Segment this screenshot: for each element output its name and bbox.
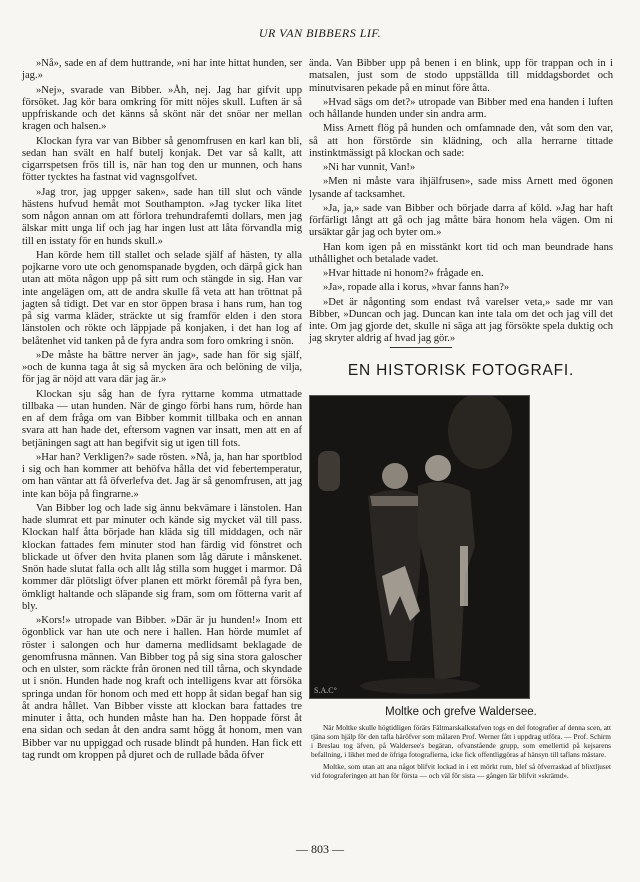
paragraph: »Ja, ja,» sade van Bibber och började darra af köld. »Jag har haft förfärligt långt att gå och jag måtte bära honom hela vägen. Om ni ursäktar går jag och byter om.»	[309, 202, 613, 239]
paragraph: Klockan sju såg han de fyra ryttarne komma utmattade tillbaka — utan hunden. När de gingo förbi hans rum, hörde han en af dem fråga om van Bibber kommit tillbaka och en annan svara att han hade det, eftersom vagnen var insatt, men att en af betjäningen sagt att han begifvit sig ut igen till fots.	[22, 388, 302, 449]
photo-illustration	[310, 396, 529, 698]
paragraph: »Jag tror, jag uppger saken», sade han till slut och vände hästens hufvud hemåt mot Southampton. »Jag tycker lika litet som någon annan om att förlora trehundrafemti dollars, men jag älskar mitt unga lif och jag har ingen lust att låta förvandla mig till en isstaty för en hunds skull.»	[22, 186, 302, 247]
paragraph: »Kors!» utropade van Bibber. »Där är ju hunden!» Inom ett ögonblick var han ute och nere i hallen. Han hörde mumlet af röster i salongen och hur damerna medlidsamt beklagade de genomfrusna männen. Van Bibber tog på sig sina stora galoscher och en ulster, som räckte från öronen ned till tårna, och skyndade ut i snön. Hunden hade nog kraft och intelligens kvar att försöka springa undan för honom och med ett hopp åt sidan begaf han sig åt andra hållet. Van Bibber visste att klockan bara fattades tre minuter i åtta, och hunden måste han ha. Den hoppade först åt ena sidan och sedan åt den andra samt högg åt honom, men van Bibber var nu uppiggad och rusade blindt på hunden. Han fick ett tag rundt om kroppen på djuret och de rullade båda öfver	[22, 615, 302, 761]
paragraph: »De måste ha bättre nerver än jag», sade han för sig själf, »och de kunna taga åt sig så mycken ära och belöning de vilja, för jag är nöjd att vara där jag är.»	[22, 349, 302, 386]
paragraph: Han körde hem till stallet och selade själf af hästen, ty alla pojkarne voro ute och genomspanade bygden, och därpå gick han utan att möta någon upp på sitt rum och stängde in sig. Han var inte angelägen om, att de andra skulle få veta att han tröttnat på jagten så tidigt. Det var en stor öppen brasa i hans rum, han tog på sig varma kläder, sträckte ut sig framför elden i den stora länstolen och rökte och läppjade på konjaken, i det han log af belåtenhet vid tanken på de fyra andra som foro omkring i snön.	[22, 249, 302, 347]
paragraph: Klockan fyra var van Bibber så genomfrusen en karl kan bli, sedan han svält en half butelj konjak. Det var så kallt, att cigarrspetsen frös till is, när han tog den ur munnen, och hans fötter tycktes ha fastnat vid vagnsgolfvet.	[22, 135, 302, 184]
caption-paragraph: Moltke, som utan att ana något blifvit lockad in i ett mörkt rum, blef så öfverraskad af blixtljuset vid fotograferingen att han för första — och väl för sista — gången lär blifvit »skrämd».	[311, 761, 611, 780]
photo-caption: Moltke och grefve Waldersee.	[385, 706, 537, 718]
paragraph: Han kom igen på en misstänkt kort tid och man beundrade hans uthållighet och betalade vadet.	[309, 241, 613, 265]
section-divider	[390, 347, 452, 348]
paragraph: Van Bibber log och lade sig ännu bekvämare i länstolen. Han hade slumrat ett par minuter och kände sig mycket väl till pass. Klockan half åtta började han kläda sig till middagen, och när klockan fattades fem minuter stod han färdig vid fönstret och blickade ut öfver den hvita planen som låg därute i månskenet. Snön hade slutat falla och allt låg stilla som hugget i marmor. Då kommer där plötsligt öfver planen ett mörkt föremål på fyra ben, ömkligt haltande och släpande sig fram, som om fötterna varit af bly.	[22, 502, 302, 612]
paragraph: »Har han? Verkligen?» sade rösten. »Nå, ja, han har sportblod i sig och han kommer att behöfva hålla det vid febertemperatur, om han väntar att få öfverlefva det. Jag är så genomfrusen, att jag inte kan böja på fingrarne.»	[22, 451, 302, 500]
paragraph: »Ni har vunnit, Van!»	[323, 162, 416, 173]
left-column	[22, 58, 302, 764]
caption-note	[311, 724, 611, 783]
paragraph: »Men ni måste vara ihjälfrusen», sade miss Arnett med ögonen lysande af tacksamhet.	[309, 176, 613, 200]
paragraph: Miss Arnett flög på hunden och omfamnade den, våt som den var, så att hon förstörde sin klädning, och alla herrarne tittade instinktmässigt på klockan och sade:	[309, 123, 613, 159]
right-column	[309, 58, 613, 348]
paragraph: »Ja», ropade alla i korus, »hvar fanns han?»	[323, 282, 510, 294]
paragraph: »Hvad sägs om det?» utropade van Bibber med ena handen i luften och hållande hunden under sin andra arm.	[309, 96, 613, 120]
paragraph: »Hvar hittade ni honom?» frågade en.	[323, 268, 484, 279]
article-title: EN HISTORISK FOTOGRAFI.	[347, 362, 575, 379]
running-title: UR VAN BIBBERS LIF.	[258, 26, 382, 40]
photo-credit: S.A.C°	[314, 686, 337, 695]
paragraph: »Nå», sade en af dem huttrande, »ni har inte hittat hunden, ser jag.»	[22, 58, 302, 82]
paragraph: »Det är någonting som endast två varelser veta,» sade mr van Bibber, »Duncan och jag. Duncan kan inte tala om det och jag vill det inte. Om jag gjorde det, skulle ni säga att jag försökte spela duktig och jag skryter aldrig af hvad jag gör.»	[309, 296, 613, 345]
paragraph: ända. Van Bibber upp på benen i en blink, upp för trappan och in i matsalen, just som de stodo uppställda till middagsbordet och minutvisaren pekade på en minut före åtta.	[309, 58, 613, 94]
historical-photograph	[309, 395, 530, 699]
page-number: — 803 —	[296, 842, 344, 856]
caption-paragraph: När Moltke skulle högtidligen förärs Fältmarskalkstafven togs en del fotografier af denna scen, att tjäna som hjälp för den tafla häröfver som målaren Prof. Werner fått i uppdrag utföra. — Prof. Schirm i Breslau tog äfven, på Waldersee's begäran, ofvanstående grupp, som emellertid på kejsarens befallning, i likhet med de öfriga fotografierna, icke fick offentliggöras af hänsyn till taflans mästare.	[311, 723, 611, 759]
paragraph: »Nej», svarade van Bibber. »Åh, nej. Jag har gifvit upp försöket. Jag kör bara omkring för mitt nöjes skull. Luften är så uppfriskande och det känns så skönt när det snöar ner mellan kragen och halsen.»	[22, 84, 302, 133]
